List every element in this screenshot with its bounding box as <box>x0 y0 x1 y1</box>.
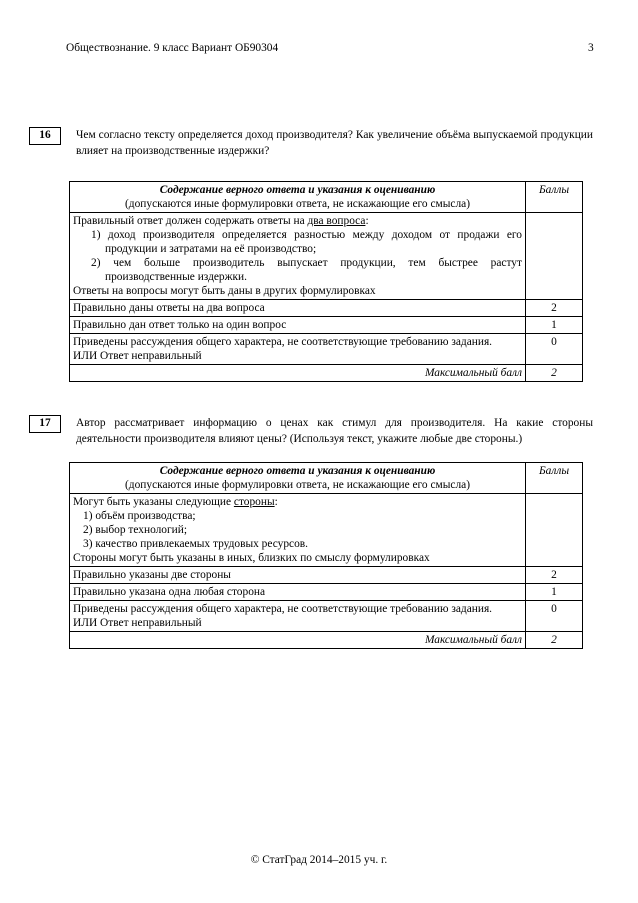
task-17-question: Автор рассматривает информацию о ценах как стимул для производителя. На какие стороны деятельности производителя влияют цены? (Используя текст, укажите любые две стороны.) <box>76 417 593 445</box>
max-score-row <box>70 365 583 382</box>
table-row <box>70 584 583 601</box>
criterion-score: 1 <box>526 584 583 601</box>
criterion-text: Правильно даны ответы на два вопроса <box>70 300 526 317</box>
max-score-value: 2 <box>526 632 583 649</box>
empty-score-cell <box>526 494 583 567</box>
max-score-label: Максимальный балл <box>70 365 526 382</box>
criterion-text-alt: ИЛИ Ответ неправильный <box>73 617 202 629</box>
header-title: Содержание верного ответа и указания к оцениванию <box>159 184 436 196</box>
criterion-text-alt: ИЛИ Ответ неправильный <box>73 350 202 362</box>
score-header: Баллы <box>526 182 583 213</box>
answer-intro: Могут быть указаны следующие стороны: <box>73 496 278 508</box>
criterion-text-cell <box>70 334 526 365</box>
page-number: 3 <box>588 42 594 54</box>
underlined-phrase: стороны <box>233 496 275 508</box>
table-row <box>70 334 583 365</box>
underlined-phrase: два вопроса <box>307 215 366 227</box>
task-17-grading-table <box>69 462 583 649</box>
answer-item: 2) выбор технологий; <box>83 524 188 536</box>
criterion-text: Приведены рассуждения общего характера, не соответствующие требованию задания. <box>73 336 493 348</box>
table-header-row <box>70 463 583 494</box>
criterion-text: Правильно указаны две стороны <box>70 567 526 584</box>
table-row <box>70 317 583 334</box>
criterion-text: Правильно дан ответ только на один вопрос <box>70 317 526 334</box>
criterion-score: 1 <box>526 317 583 334</box>
table-row <box>70 601 583 632</box>
answer-content-row <box>70 494 583 567</box>
answer-intro: Правильный ответ должен содержать ответы на два вопроса: <box>73 215 369 227</box>
criterion-text: Правильно указана одна любая сторона <box>70 584 526 601</box>
page-footer: © СтатГрад 2014–2015 уч. г. <box>250 854 388 866</box>
answer-note: Стороны могут быть указаны в иных, близких по смыслу формулировках <box>73 552 430 564</box>
criterion-score: 2 <box>526 300 583 317</box>
answer-item: 3) качество привлекаемых трудовых ресурсов. <box>83 538 308 550</box>
answer-content-row <box>70 213 583 300</box>
header-content-cell <box>70 182 526 213</box>
answer-note: Ответы на вопросы могут быть даны в других формулировках <box>73 285 376 297</box>
answer-item: 1) доход производителя определяется разностью между доходом от продажи его продукции и затратами на её производство; <box>91 229 522 255</box>
header-content-cell <box>70 463 526 494</box>
answer-item: 2) чем больше производитель выпускает продукции, тем быстрее растут производственные издержки. <box>91 257 522 283</box>
criterion-text: Приведены рассуждения общего характера, не соответствующие требованию задания. <box>73 603 493 615</box>
table-header-row <box>70 182 583 213</box>
criterion-text-cell <box>70 601 526 632</box>
task-16-question: Чем согласно тексту определяется доход производителя? Как увеличение объёма выпускаемой продукции влияет на производственные издержки? <box>76 129 593 157</box>
answer-item: 1) объём производства; <box>83 510 196 522</box>
task-16-grading-table <box>69 181 583 382</box>
answer-content-cell <box>70 494 526 567</box>
task-number-16: 16 <box>29 127 61 145</box>
answer-content-cell <box>70 213 526 300</box>
empty-score-cell <box>526 213 583 300</box>
max-score-value: 2 <box>526 365 583 382</box>
page-header-title: Обществознание. 9 класс Вариант ОБ90304 <box>66 42 279 54</box>
criterion-score: 2 <box>526 567 583 584</box>
max-score-row <box>70 632 583 649</box>
task-number-17: 17 <box>29 415 61 433</box>
score-header: Баллы <box>526 463 583 494</box>
max-score-label: Максимальный балл <box>70 632 526 649</box>
criterion-score: 0 <box>526 334 583 365</box>
header-subtitle: (допускаются иные формулировки ответа, не искажающие его смысла) <box>125 198 470 210</box>
header-subtitle: (допускаются иные формулировки ответа, не искажающие его смысла) <box>125 479 470 491</box>
table-row <box>70 567 583 584</box>
header-title: Содержание верного ответа и указания к оцениванию <box>159 465 436 477</box>
table-row <box>70 300 583 317</box>
criterion-score: 0 <box>526 601 583 632</box>
